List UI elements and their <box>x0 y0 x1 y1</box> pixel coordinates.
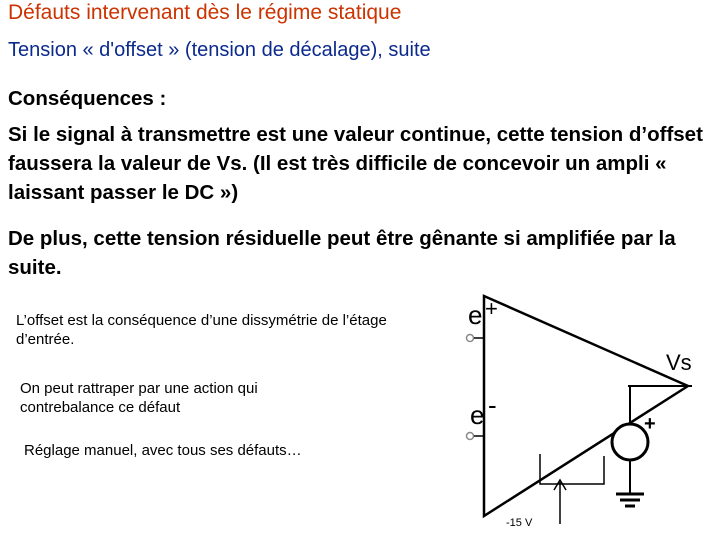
source-plus-sign: + <box>644 413 656 435</box>
note-manual-adjustment: Réglage manuel, avec tous ses défauts… <box>24 442 302 459</box>
e-plus-terminal <box>467 335 474 342</box>
e-plus-sign: + <box>485 296 498 321</box>
vs-label: Vs <box>666 350 692 375</box>
supply-label: -15 V <box>506 517 533 529</box>
consequences-heading: Conséquences : <box>8 87 167 110</box>
e-minus-terminal <box>467 433 474 440</box>
paragraph-residual-voltage: De plus, cette tension résiduelle peut être gênante si amplifiée par la suite. <box>8 227 676 279</box>
opamp-triangle <box>484 296 688 516</box>
slide-subtitle: Tension « d'offset » (tension de décalage), suite <box>8 39 431 61</box>
e-minus-sign: - <box>488 390 497 420</box>
note-compensation: On peut rattraper par une action qui contrebalance ce défaut <box>20 380 258 416</box>
paragraph-dc-signal: Si le signal à transmettre est une valeur continue, cette tension d’offset faussera la valeur de Vs. (Il est très difficile de concevoir un ampli « laissant passer le DC ») <box>8 123 703 204</box>
e-plus-label: e <box>468 300 483 330</box>
ground-icon <box>616 494 644 506</box>
note-offset-cause: L’offset est la conséquence d’une dissymétrie de l’étage d’entrée. <box>16 312 387 348</box>
opamp-offset-diagram <box>448 286 708 536</box>
offset-voltage-source <box>612 424 648 460</box>
slide-title: Défauts intervenant dès le régime statique <box>8 1 402 24</box>
e-minus-label: e <box>470 400 485 430</box>
